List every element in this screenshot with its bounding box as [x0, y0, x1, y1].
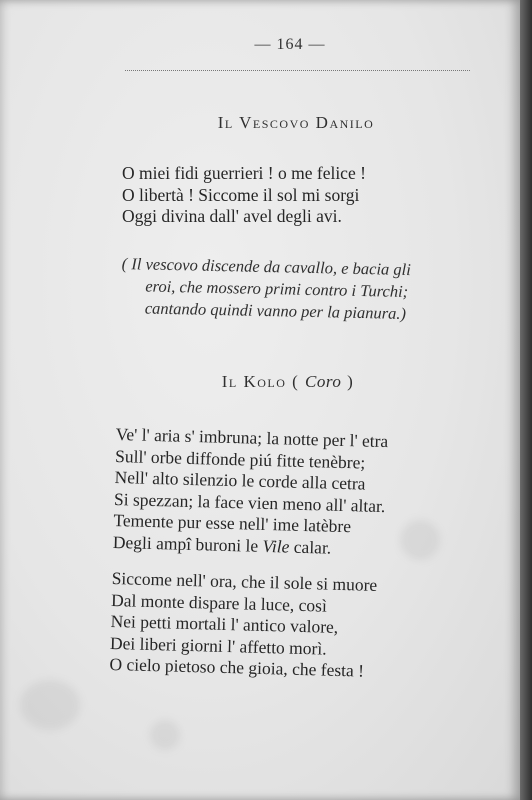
page-number: — 164 —	[254, 36, 326, 53]
stage-line: cantando quindi vanno per la pianura.)	[144, 298, 407, 323]
title-coro: Coro	[305, 372, 342, 391]
paper-stain	[20, 680, 80, 730]
verse-line: Dei liberi giorni l' affetto morì.	[109, 632, 327, 659]
verse-fragment: calar.	[293, 536, 332, 558]
verse-line: Sull' orbe diffonde piú fitte tenèbre;	[114, 445, 366, 473]
paper-stain	[400, 520, 440, 560]
verse-line: Siccome nell' ora, che il sole si muore	[111, 568, 378, 595]
verse-line: O libertà ! Siccome il sol mi sorgi	[122, 184, 360, 205]
stanza-vescovo	[122, 163, 366, 228]
dotted-rule	[125, 70, 470, 71]
stanza-kolo-2	[109, 568, 377, 682]
verse-line: Si spezzan; la face vien meno all' altar.	[113, 488, 386, 516]
verse-line: Ve' l' aria s' imbruna; la notte per l' etra	[115, 424, 389, 452]
stanza-kolo-1	[113, 424, 389, 560]
title-paren: )	[347, 372, 355, 391]
verse-line: O miei fidi guerrieri ! o me felice !	[122, 163, 366, 183]
verse-line: O cielo pietoso che gioia, che festa !	[109, 653, 365, 681]
stage-line: eroi, che mossero primi contro i Turchi;	[145, 276, 409, 301]
verse-fragment: Degli ampî buroni le	[112, 531, 259, 556]
verse-line: Temente pur esse nell' ime latèbre	[113, 509, 352, 537]
paper-stain	[150, 720, 180, 750]
verse-line: Oggi divina dall' avel degli avi.	[122, 206, 342, 226]
section-title-vescovo: Il Vescovo Danilo	[217, 113, 375, 132]
book-gutter-edge	[520, 0, 532, 800]
title-text: Il Kolo (	[221, 372, 300, 391]
verse-line: Nell' alto silenzio le corde alla cetra	[114, 466, 366, 494]
verse-line: Dal monte dispare la luce, così	[110, 589, 328, 616]
section-title-kolo	[28, 372, 532, 392]
verse-italic-vile: Vile	[262, 535, 290, 557]
stage-line: ( Il vescovo discende da cavallo, e bacia gli	[121, 253, 412, 280]
verse-line: Nei petti mortali l' antico valore,	[110, 610, 339, 637]
stage-direction	[121, 253, 482, 327]
